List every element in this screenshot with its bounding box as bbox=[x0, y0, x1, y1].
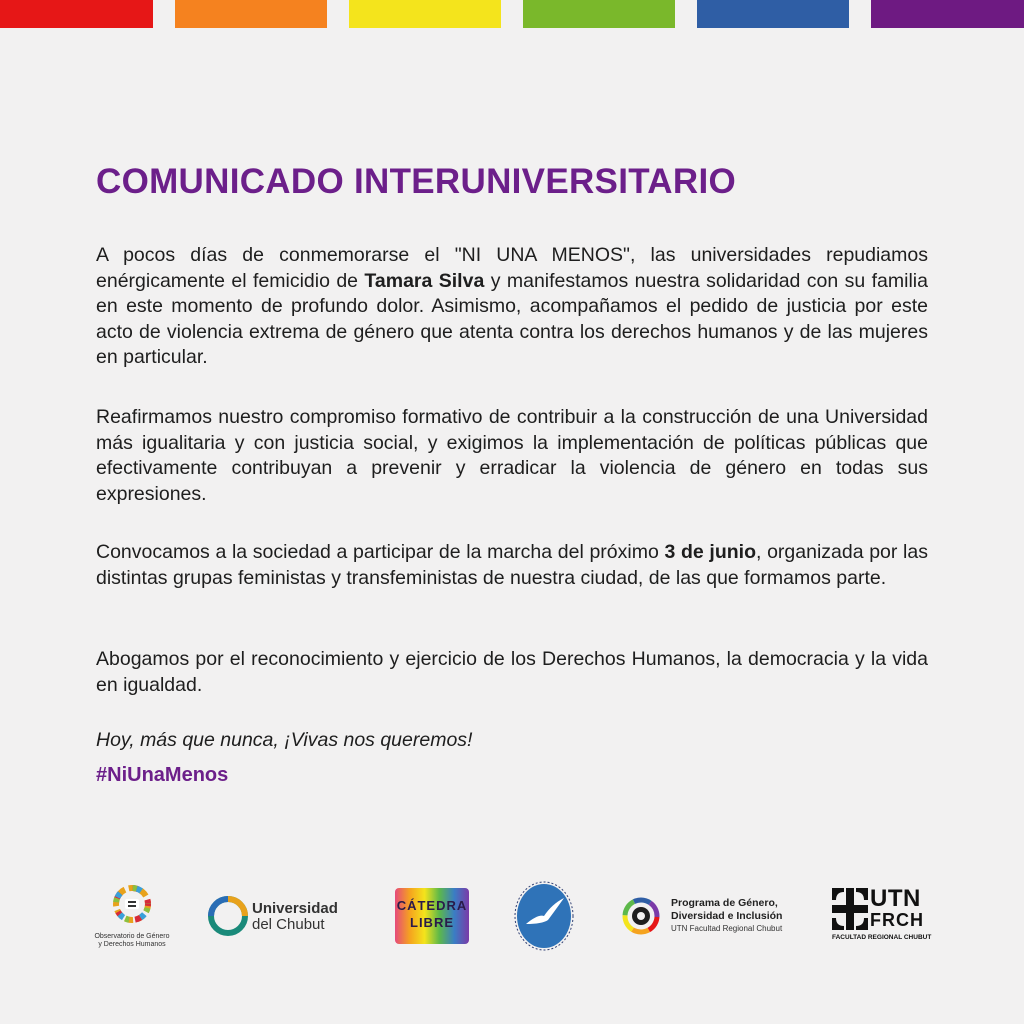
observatorio-logo bbox=[92, 880, 172, 960]
stripe-yellow bbox=[349, 0, 501, 28]
paragraph-1-text-end: y manifestamos nuestra solidaridad con su familia en este momento de profundo dolor. Asimismo, acompañamos el pedido de justicia por este acto de violencia extrema de género que atenta contra los derechos humanos y de las mujeres en particular. bbox=[96, 269, 928, 368]
hashtag: #NiUnaMenos bbox=[96, 764, 229, 786]
observatorio-name-2: y Derechos Humanos bbox=[98, 941, 166, 948]
utn-emblem-icon bbox=[832, 888, 868, 930]
paragraph-3-text-end: , organizada por las distintas grupas feministas y transfeministas de nuestra ciudad, de las que formamos parte. bbox=[96, 541, 928, 589]
universidad-chubut-ring-icon bbox=[206, 894, 250, 938]
logo-row bbox=[0, 870, 1024, 960]
utn-facultad-caption: FACULTAD REGIONAL CHUBUT bbox=[832, 934, 932, 941]
albatross-icon bbox=[514, 880, 578, 952]
stripe-purple bbox=[871, 0, 1024, 28]
page-title: COMUNICADO INTERUNIVERSITARIO bbox=[96, 162, 736, 201]
paragraph-4: Abogamos por el reconocimiento y ejercicio de los Derechos Humanos, la democracia y la vida en igualdad. bbox=[96, 648, 928, 696]
programa-genero-title-2: Diversidad e Inclusión bbox=[671, 910, 783, 922]
stripe-green bbox=[523, 0, 675, 28]
rainbow-stripes bbox=[0, 0, 1024, 28]
programa-genero-subtitle: UTN Facultad Regional Chubut bbox=[671, 924, 783, 933]
paragraph-1 bbox=[96, 243, 928, 371]
catedra-libre-logo bbox=[395, 888, 469, 944]
paragraph-3-text: Convocamos a la sociedad a participar de la marcha del próximo bbox=[96, 541, 665, 563]
universidad-chubut-logo bbox=[206, 894, 348, 940]
catedra-libre-word-2: LIBRE bbox=[410, 915, 454, 930]
universidad-chubut-name: Universidad bbox=[252, 900, 338, 917]
stripe-orange bbox=[175, 0, 327, 28]
victim-name: Tamara Silva bbox=[364, 269, 485, 292]
programa-genero-title: Programa de Género, bbox=[671, 897, 778, 909]
catedra-libre-word: CÁTEDRA bbox=[396, 898, 468, 913]
paragraph-1-text: A pocos días de conmemorarse el "NI UNA MENOS", las universidades repudiamos enérgicamente el femicidio de bbox=[96, 244, 928, 292]
observatorio-name: Observatorio de Género bbox=[94, 933, 170, 940]
march-date: 3 de junio bbox=[664, 541, 756, 563]
stripe-blue bbox=[697, 0, 849, 28]
universidad-chubut-name-2: del Chubut bbox=[252, 916, 325, 933]
bird-emblem-logo bbox=[514, 880, 578, 952]
utn-wordmark: UTN bbox=[870, 885, 921, 912]
programa-genero-ring-icon bbox=[621, 896, 661, 936]
utn-frch-logo bbox=[832, 885, 932, 944]
observatorio-emblem-icon bbox=[92, 880, 172, 928]
stripe-red bbox=[0, 0, 153, 28]
closing-line: Hoy, más que nunca, ¡Vivas nos queremos! bbox=[96, 729, 473, 751]
paragraph-2: Reafirmamos nuestro compromiso formativo de contribuir a la construcción de una Universidad más igualitaria y con justicia social, y exigimos la implementación de políticas públicas que efectivamente contribuyan a prevenir y erradicar la violencia de género en todas sus expresiones. bbox=[96, 406, 928, 505]
frch-wordmark: FRCH bbox=[870, 910, 924, 930]
paragraph-3 bbox=[96, 540, 928, 591]
programa-genero-logo bbox=[621, 896, 801, 940]
